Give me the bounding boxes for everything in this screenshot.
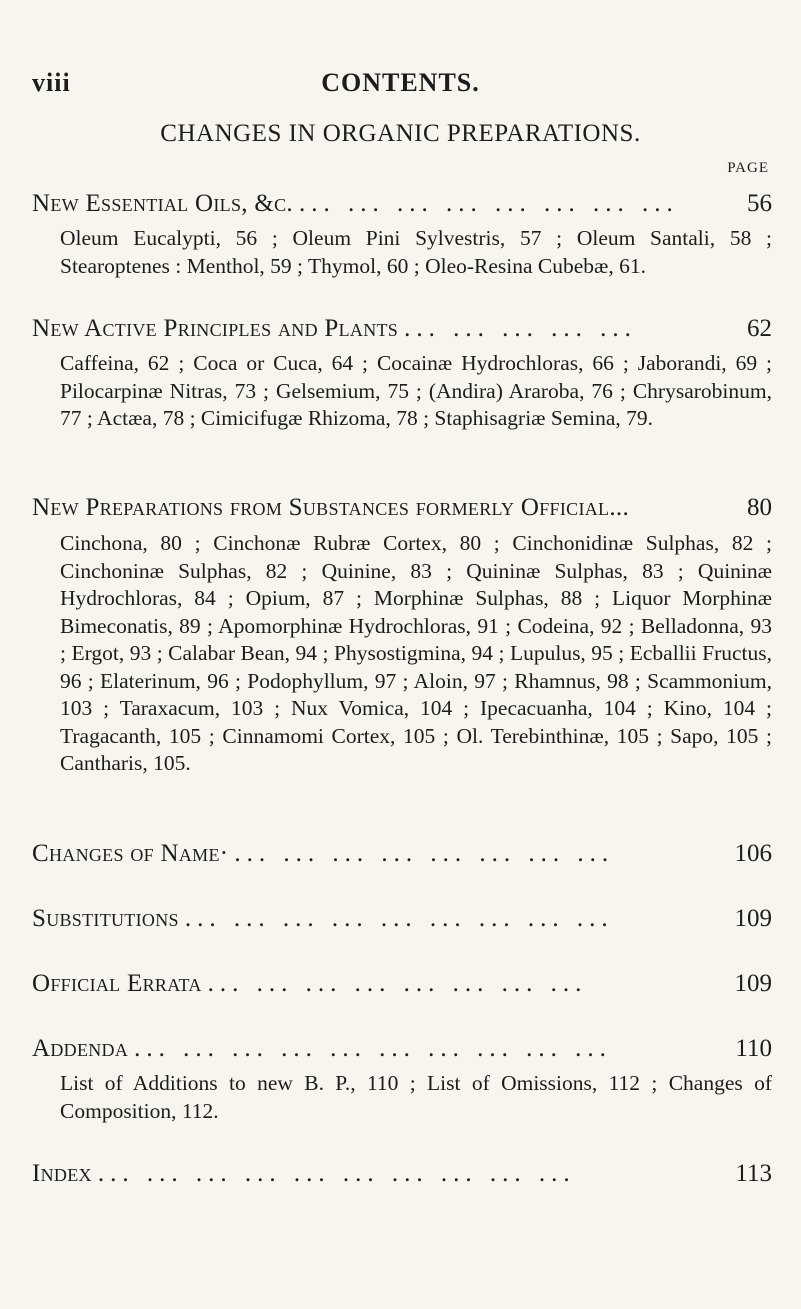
toc-entry-page: 62	[747, 315, 772, 342]
page-header	[0, 68, 801, 108]
toc-entry-page: 80	[747, 494, 772, 521]
toc-entry-description: Cinchona, 80 ; Cinchonæ Rubræ Cortex, 80 ; Cinchonidinæ Sulphas, 82 ; Cinchoninæ Sulphas, 82 ; Quinine, 83 ; Quininæ Sulphas, 83 ; Quininæ Hydrochloras, 84 ; Opium, 87 ; Morphinæ Sulphas, 88 ; Liquor Morphinæ Bimeconatis, 89 ; Apomorphinæ Hydrochloras, 91 ; Codeina, 92 ; Belladonna, 93 ; Ergot, 93 ; Calabar Bean, 94 ; Physostigmina, 94 ; Lupulus, 95 ; Ecballii Fructus, 96 ; Elaterinum, 96 ; Podophyllum, 97 ; Aloin, 97 ; Rhamnus, 98 ; Scammonium, 103 ; Taraxacum, 103 ; Nux Vomica, 104 ; Ipecacuanha, 104 ; Kino, 104 ; Tragacanth, 105 ; Cinnamomi Cortex, 105 ; Ol. Terebinthinæ, 105 ; Sapo, 105 ; Cantharis, 105.	[60, 531, 772, 775]
toc-entry-page: 109	[734, 970, 772, 997]
toc-entry-description: Oleum Eucalypti, 56 ; Oleum Pini Sylvestris, 57 ; Oleum Santali, 58 ; Stearoptenes : Menthol, 59 ; Thymol, 60 ; Oleo-Resina Cubebæ, 61.	[60, 226, 772, 278]
toc-entry-page: 106	[734, 840, 772, 867]
toc-entry-changes-of-name[interactable]	[32, 840, 772, 868]
toc-entry-title: Addenda	[32, 1035, 129, 1062]
toc-entry-title: Changes of Name·	[32, 840, 229, 867]
toc-entry-index[interactable]	[32, 1160, 772, 1188]
toc-entry-title: New Active Principles and Plants	[32, 315, 399, 342]
section-title: CHANGES IN ORGANIC PREPARATIONS.	[160, 120, 641, 147]
leader-dots: ... ... ... ... ... ... ... ... ... ...	[97, 1160, 576, 1187]
toc-entry-new-essential-oils[interactable]	[32, 190, 772, 218]
toc-entry-title: Substitutions	[32, 905, 179, 932]
toc-entry-addenda[interactable]	[32, 1035, 772, 1063]
toc-entry-page: 110	[735, 1035, 772, 1062]
toc-entry-title: Index	[32, 1160, 92, 1187]
leader-dots: ... ... ... ... ... ... ... ...	[207, 970, 588, 997]
running-title: CONTENTS.	[321, 68, 480, 97]
toc-entry-title: New Essential Oils, &c.	[32, 190, 293, 217]
toc-entry-new-active-principles[interactable]	[32, 315, 772, 343]
page-number: viii	[32, 68, 71, 97]
page-column-label: PAGE	[727, 160, 769, 176]
toc-entry-description: List of Additions to new B. P., 110 ; List of Omissions, 112 ; Changes of Composition, 112.	[60, 1071, 772, 1123]
toc-entry-title: Official Errata	[32, 970, 202, 997]
toc-entry-page: 109	[734, 905, 772, 932]
leader-dots: ... ... ... ... ... ... ... ... ... ...	[134, 1035, 612, 1062]
toc-entry-new-preparations[interactable]	[32, 494, 772, 522]
toc-entry-official-errata[interactable]	[32, 970, 772, 998]
toc-entry-page: 56	[747, 190, 772, 217]
leader-dots: ... ... ... ... ... ... ... ... ...	[184, 905, 614, 932]
toc-entry-title: New Preparations from Substances formerly Official...	[32, 494, 629, 521]
toc-entry-page: 113	[735, 1160, 772, 1187]
leader-dots: ... ... ... ... ... ... ... ...	[234, 840, 615, 867]
toc-entry-description: Caffeina, 62 ; Coca or Cuca, 64 ; Cocainæ Hydrochloras, 66 ; Jaborandi, 69 ; Pilocarpinæ Nitras, 73 ; Gelsemium, 75 ; (Andira) Araroba, 76 ; Chrysarobinum, 77 ; Actæa, 78 ; Cimicifugæ Rhizoma, 78 ; Staphisagriæ Semina, 79.	[60, 351, 772, 430]
leader-dots: ... ... ... ... ...	[404, 315, 637, 342]
leader-dots: ... ... ... ... ... ... ... ...	[298, 190, 679, 217]
toc-entry-substitutions[interactable]	[32, 905, 772, 933]
